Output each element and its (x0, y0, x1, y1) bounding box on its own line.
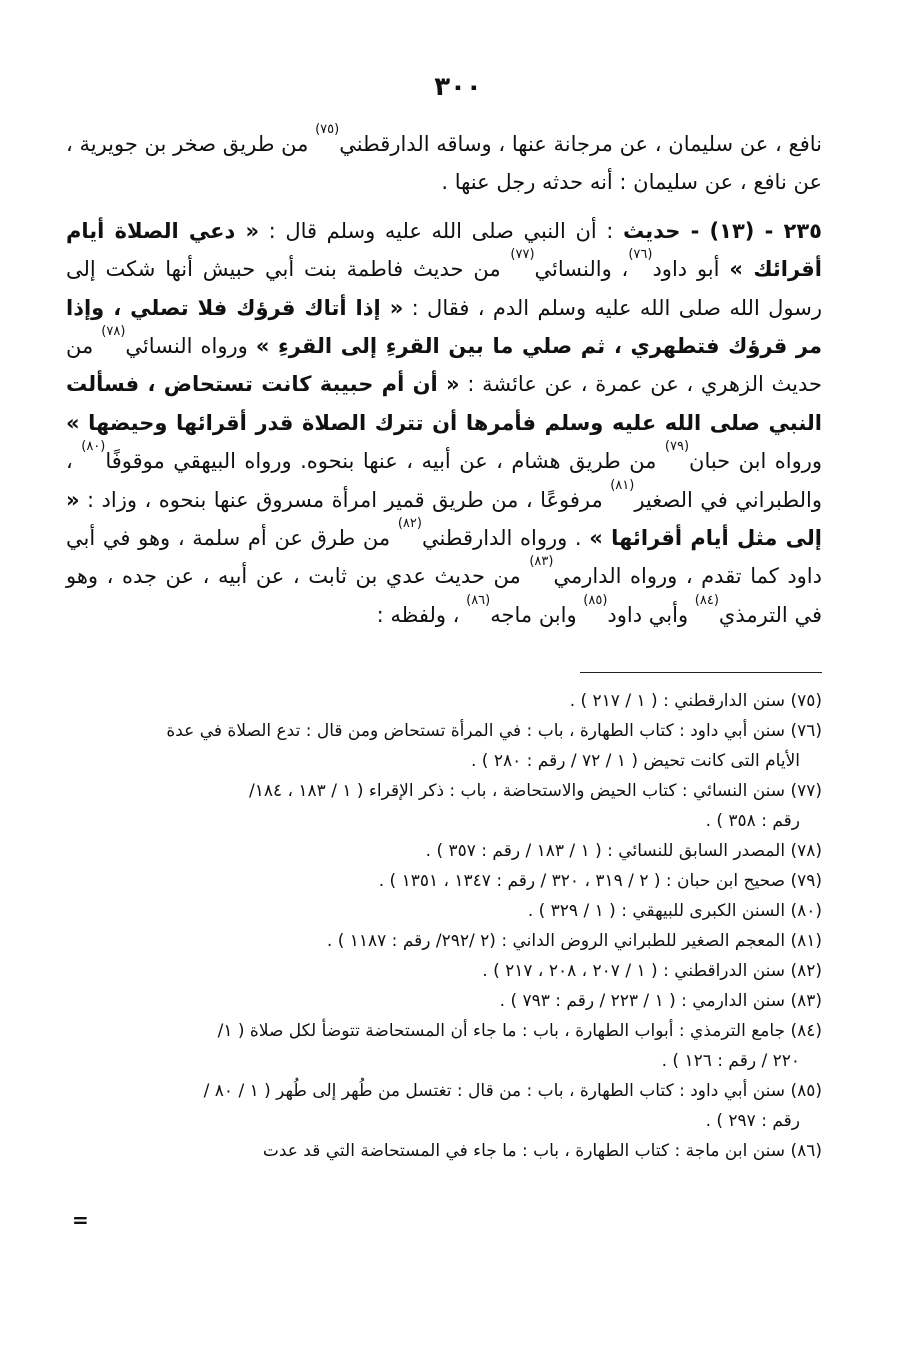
continuation-mark: = (72, 1208, 89, 1232)
hadith-quote: « إذا أتاك قرؤك فلا تصلي ، وإذا مر قرؤك فتطهري ، ثم صلي ما بين القرءِ إلى القرءِ » (66, 295, 822, 359)
footnote-ref: (٨٣) (529, 554, 554, 570)
footnote-item: (٨٢) سنن الدراقطني : ( ١ / ٢٠٧ ، ٢٠٨ ، ٢١٧ ) . (482, 961, 822, 981)
footnote-item: (٧٩) صحيح ابن حبان : ( ٢ / ٣١٩ ، ٣٢٠ / رقم : ١٣٤٧ ، ١٣٥١ ) . (378, 871, 822, 891)
footnote-item: (٧٦) سنن أبي داود : كتاب الطهارة ، باب : في المرأة تستحاض ومن قال : تدع الصلاة في عدة الأيام التى كانت تحيض ( ١ / ٧٢ / رقم : ٢٨٠ ) . (166, 721, 822, 771)
footnote-item: (٨٦) سنن ابن ماجة : كتاب الطهارة ، باب : ما جاء في المستحاضة التي قد عدت (262, 1141, 822, 1161)
footnote-ref: (٨٤) (694, 592, 719, 608)
footnote-item: (٧٨) المصدر السابق للنسائي : ( ١ / ١٨٣ / رقم : ٣٥٧ ) . (425, 841, 822, 861)
footnote-ref: (٨٢) (397, 516, 422, 532)
footnote-ref: (٧٥) (315, 122, 340, 137)
footnote-ref: (٨٦) (466, 592, 491, 608)
footnote-separator (580, 672, 822, 673)
page-number: ٣٠٠ (434, 72, 482, 102)
paragraph-hadith: ٢٣٥ - (١٣) - حديث : أن النبي صلى الله عليه وسلم قال : « دعي الصلاة أيام أقرائك » أبو داود$^{(٧٦)}$، والنسائي$^{(٧٧)}$ من حديث فاطمة بنت أبي حبيش أنها شكت إلى رسول الله صلى الله عليه وسلم الدم ، فقال : « إذا أتاك قرؤك فلا تصلي ، وإذا مر قرؤك فتطهري ، ثم صلي ما بين القرءِ إلى القرءِ » ورواه النسائي$^{(٧٨)}$ من حديث الزهري ، عن عمرة ، عن عائشة : « أن أم حبيبة كانت تستحاض ، فسألت النبي صلى الله عليه وسلم فأمرها أن تترك الصلاة قدر أقرائها وحيضها » ورواه ابن حبان$^{(٧٩)}$ من طريق هشام ، عن أبيه ، عنها بنحوه. ورواه البيهقي موقوفًا$^{(٨٠)}$ ، والطبراني في الصغير$^{(٨١)}$ مرفوعًا ، من طريق قمير امرأة مسروق عنها بنحوه ، وزاد : « إلى مثل أيام أقرائها » . ورواه الدارقطني$^{(٨٢)}$ من طرق عن أم سلمة ، وهو في أبي داود كما تقدم ، ورواه الدارمي$^{(٨٣)}$ من حديث عدي بن ثابت ، عن أبيه ، عن جده ، وهو في الترمذي$^{(٨٤)}$ وأبي داود$^{(٨٥)}$ وابن ماجه$^{(٨٦)}$ ، ولفظه : (66, 218, 822, 627)
footnote-item: (٨٥) سنن أبي داود : كتاب الطهارة ، باب : من قال : تغتسل من طُهر إلى طُهر ( ١ / ٨٠ / رقم : ٢٩٧ ) . (203, 1081, 822, 1131)
footnote-item: (٨٠) السنن الكبرى للبيهقي : ( ١ / ٣٢٩ ) . (527, 901, 822, 921)
footnote-ref: (٧٦) (628, 247, 653, 263)
footnote-item: (٨٤) جامع الترمذي : أبواب الطهارة ، باب : ما جاء أن المستحاضة تتوضأ لكل صلاة ( ١/ ٢٢٠ / رقم : ١٢٦ ) . (217, 1021, 822, 1071)
footnotes (66, 686, 822, 1166)
footnote-ref: (٨٥) (583, 592, 608, 608)
footnote-ref: (٨١) (610, 477, 635, 493)
footnote-ref: (٧٨) (101, 324, 126, 340)
footnote-ref: (٧٩) (664, 439, 690, 455)
paragraph-intro: نافع ، عن سليمان ، عن مرجانة عنها ، وساقه الدارقطني$^{(٧٥)}$ من طريق صخر بن جويرية ، عن نافع ، عن سليمان : أنه حدثه رجل عنها . (66, 122, 822, 195)
footnote-item: (٨١) المعجم الصغير للطبراني الروض الداني : (٢ /٢٩٢/ رقم : ١١٨٧ ) . (326, 931, 822, 951)
hadith-heading: ٢٣٥ - (١٣) - حديث (622, 218, 822, 243)
hadith-quote: « أن أم حبيبة كانت تستحاض ، فسألت النبي صلى الله عليه وسلم فأمرها أن تترك الصلاة قدر أقرائها وحيضها » (66, 372, 822, 435)
footnote-item: (٧٧) سنن النسائي : كتاب الحيض والاستحاضة ، باب : ذكر الإقراء ( ١ / ١٨٣ ، ١٨٤/ رقم : ٣٥٨ ) . (248, 781, 822, 831)
footnote-item: (٧٥) سنن الدارقطني : ( ١ / ٢١٧ ) . (569, 691, 822, 711)
hadith-quote: « إلى مثل أيام أقرائها » (66, 487, 822, 551)
footnote-item: (٨٣) سنن الدارمي : ( ١ / ٢٢٣ / رقم : ٧٩٣ ) . (499, 991, 822, 1011)
hadith-quote: « دعي الصلاة أيام أقرائك » (66, 218, 822, 282)
footnote-ref: (٨٠) (81, 439, 106, 455)
main-text (66, 122, 822, 634)
footnote-ref: (٧٧) (510, 247, 535, 263)
